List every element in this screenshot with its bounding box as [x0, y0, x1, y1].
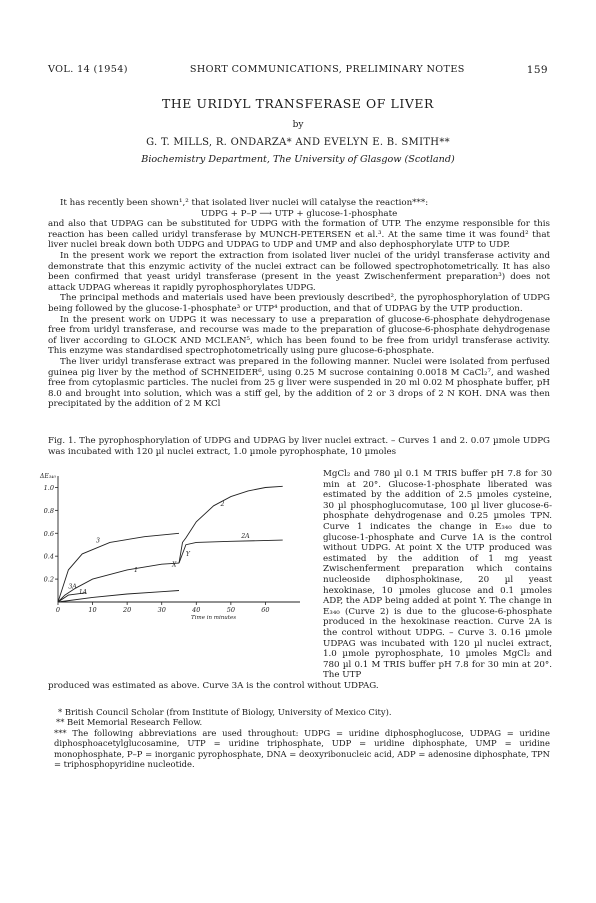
y-axis-label: ΔE₃₄₀: [40, 473, 56, 480]
annotation-y: Y: [185, 551, 190, 559]
paragraph-5: The liver uridyl transferase extract was prepared in the following manner. Nuclei were isolated from perfused guinea pig liver by the method of SCHNEIDER⁶, using 0.25 M sucrose containing 0.0018 M CaCl₂⁷, and washed free from cytoplasmic particles. The nuclei from 25 g liver were suspended in 20 ml 0.02 M phosphate buffer, pH 8.0 and brought into solution, which was a stiff gel, by the addition of 2 or 3 drops of 2 N KOH. DNA was then precipitated by the addition of 2 M KCl: [48, 356, 550, 410]
x-tick-label: 30: [157, 606, 166, 614]
figure-1-chart: [38, 466, 318, 621]
article-title: THE URIDYL TRANSFERASE OF LIVER: [161, 96, 434, 111]
article-authors: G. T. MILLS, R. ONDARZA* AND EVELYN E. B. SMITH**: [146, 137, 450, 148]
series-label-2: 2: [220, 500, 225, 508]
reaction-equation: UDPG + P–P ⟶ UTP + glucose-1-phosphate: [200, 208, 398, 219]
footnotes: [48, 707, 550, 769]
series-label-2A: 2A: [241, 532, 250, 540]
paragraph-4: In the present work on UDPG it was necessary to use a preparation of glucose-6-phosphate dehydrogenase free from uridyl transferase, and recourse was made to the preparation of glucose-6-phosphate dehydrogenase of liver according to GLOCK AND MCLEAN⁵, which has been found to be free from uridyl transferase activity. This enzyme was standardised spectrophotometrically using pure glucose-6-phosphate.: [48, 314, 550, 357]
series-line-1A: [58, 588, 179, 603]
article-body: [48, 198, 550, 410]
y-tick-label: 0.8: [43, 506, 54, 515]
footnote-3: *** The following abbreviations are used throughout: UDPG = uridine diphosphoglucose, UDPAG = uridine diphosphoacetylglucosamine, UTP = uridine triphosphate, UDP = uridine diphosphate, UMP = uridine monophosphate, P–P = inorganic pyrophosphate, DNA = deoxyribonucleic acid, ADP = adenosine diphosphate, TPN = triphosphopyridine nucleotide.: [54, 727, 550, 770]
intro-paragraph: It has recently been shown¹,² that isolated liver nuclei will catalyse the reaction***:: [60, 198, 429, 208]
x-tick-label: 60: [261, 606, 270, 614]
y-tick-label: 0.4: [43, 552, 54, 561]
figure-caption-bottom: produced was estimated as above. Curve 3A is the control without UDPAG.: [48, 681, 379, 691]
figure-1: [38, 466, 270, 621]
x-tick-label: 20: [123, 606, 132, 614]
series-label-3: 3: [96, 537, 100, 545]
footnote-2: ** Beit Memorial Research Fellow.: [56, 717, 203, 728]
paragraph-1: and also that UDPAG can be substituted for UDPG with the formation of UTP. The enzyme responsible for this reaction has been called uridyl transferase by MUNCH-PETERSEN et al.³. At the same time it was found² that liver nuclei break down both UDPG and UDPAG to UDP and UMP and also dephosphorylate UTP to UDP.: [48, 219, 550, 251]
paragraph-3: The principal methods and materials used have been previously described², the pyrophosphorylation of UDPG being followed by the glucose-1-phosphate³ or UTP⁴ production, and that of UDPAG by the UTP production.: [48, 293, 550, 314]
series-line-2: [179, 486, 283, 563]
series-label-1: 1: [134, 567, 138, 575]
x-tick-label: 50: [226, 606, 235, 614]
annotation-x: X: [172, 561, 177, 569]
figure-caption-right: MgCl₂ and 780 µl 0.1 M TRIS buffer pH 7.8 for 30 min at 20°. Glucose-1-phosphate liberated was estimated by the addition of 2.5 µmoles cysteine, 30 µl phosphoglucomutase, 100 µl liver glucose-6-phosphate dehydrogenase and 0.25 µmoles TPN. Curve 1 indicates the change in E₃₄₀ due to glucose-1-phosphate and Curve 1A is the control without UDPG. At point X the UTP produced was estimated by the addition of 1 mg yeast Zwischenferment preparation which contains nucleoside diphosphokinase, 20 µl yeast hexokinase, 10 µmoles glucose and 0.1 µmoles ADP, the ADP being added at point Y. The change in E₃₄₀ (Curve 2) is due to the glucose-6-phosphate produced in the hexokinase reaction. Curve 2A is the control without UDPG. – Curve 3. 0.16 µmole UDPAG was incubated with 120 µl nuclei extract, 1.0 µmole pyrophosphate, 10 µmoles MgCl₂ and 780 µl 0.1 M TRIS buffer pH 7.8 for 30 min at 20°. The UTP: [323, 469, 552, 681]
page-number: 159: [526, 64, 548, 76]
x-axis-label: Time in minutes: [191, 615, 237, 621]
y-tick-label: 0.6: [43, 529, 54, 538]
series-label-1A: 1A: [78, 588, 88, 596]
section-label: SHORT COMMUNICATIONS, PRELIMINARY NOTES: [189, 64, 465, 75]
running-head: [48, 64, 548, 76]
article-affiliation: Biochemistry Department, The University of Glasgow (Scotland): [141, 154, 455, 165]
series-label-3A: 3A: [68, 583, 77, 591]
y-tick-label: 0.2: [43, 575, 54, 584]
x-tick-label: 0: [55, 606, 61, 614]
x-tick-label: 10: [88, 606, 97, 614]
byline-by: by: [292, 120, 304, 130]
paragraph-2: In the present work we report the extraction from isolated liver nuclei of the uridyl transferase activity and demonstrate that this enzymic activity of the nuclei extract can be followed spectrophotometrically. It has also been confirmed that yeast uridyl transferase (present in the yeast Zwischenferment preparation³) does not attack UDPAG whereas it rapidly pyrophosphorylates UDPG.: [48, 250, 550, 293]
y-tick-label: 1.0: [43, 483, 54, 492]
figure-caption-top: Fig. 1. The pyrophosphorylation of UDPG and UDPAG by liver nuclei extract. – Curves 1 and 2. 0.07 µmole UDPG was incubated with 120 µl nuclei extract, 1.0 µmole pyrophosphate, 10 µmoles: [48, 436, 550, 457]
footnote-1: * British Council Scholar (from Institute of Biology, University of Mexico City).: [58, 707, 392, 717]
volume-label: VOL. 14 (1954): [48, 64, 128, 75]
x-tick-label: 40: [192, 606, 201, 614]
series-line-2A: [179, 540, 283, 563]
